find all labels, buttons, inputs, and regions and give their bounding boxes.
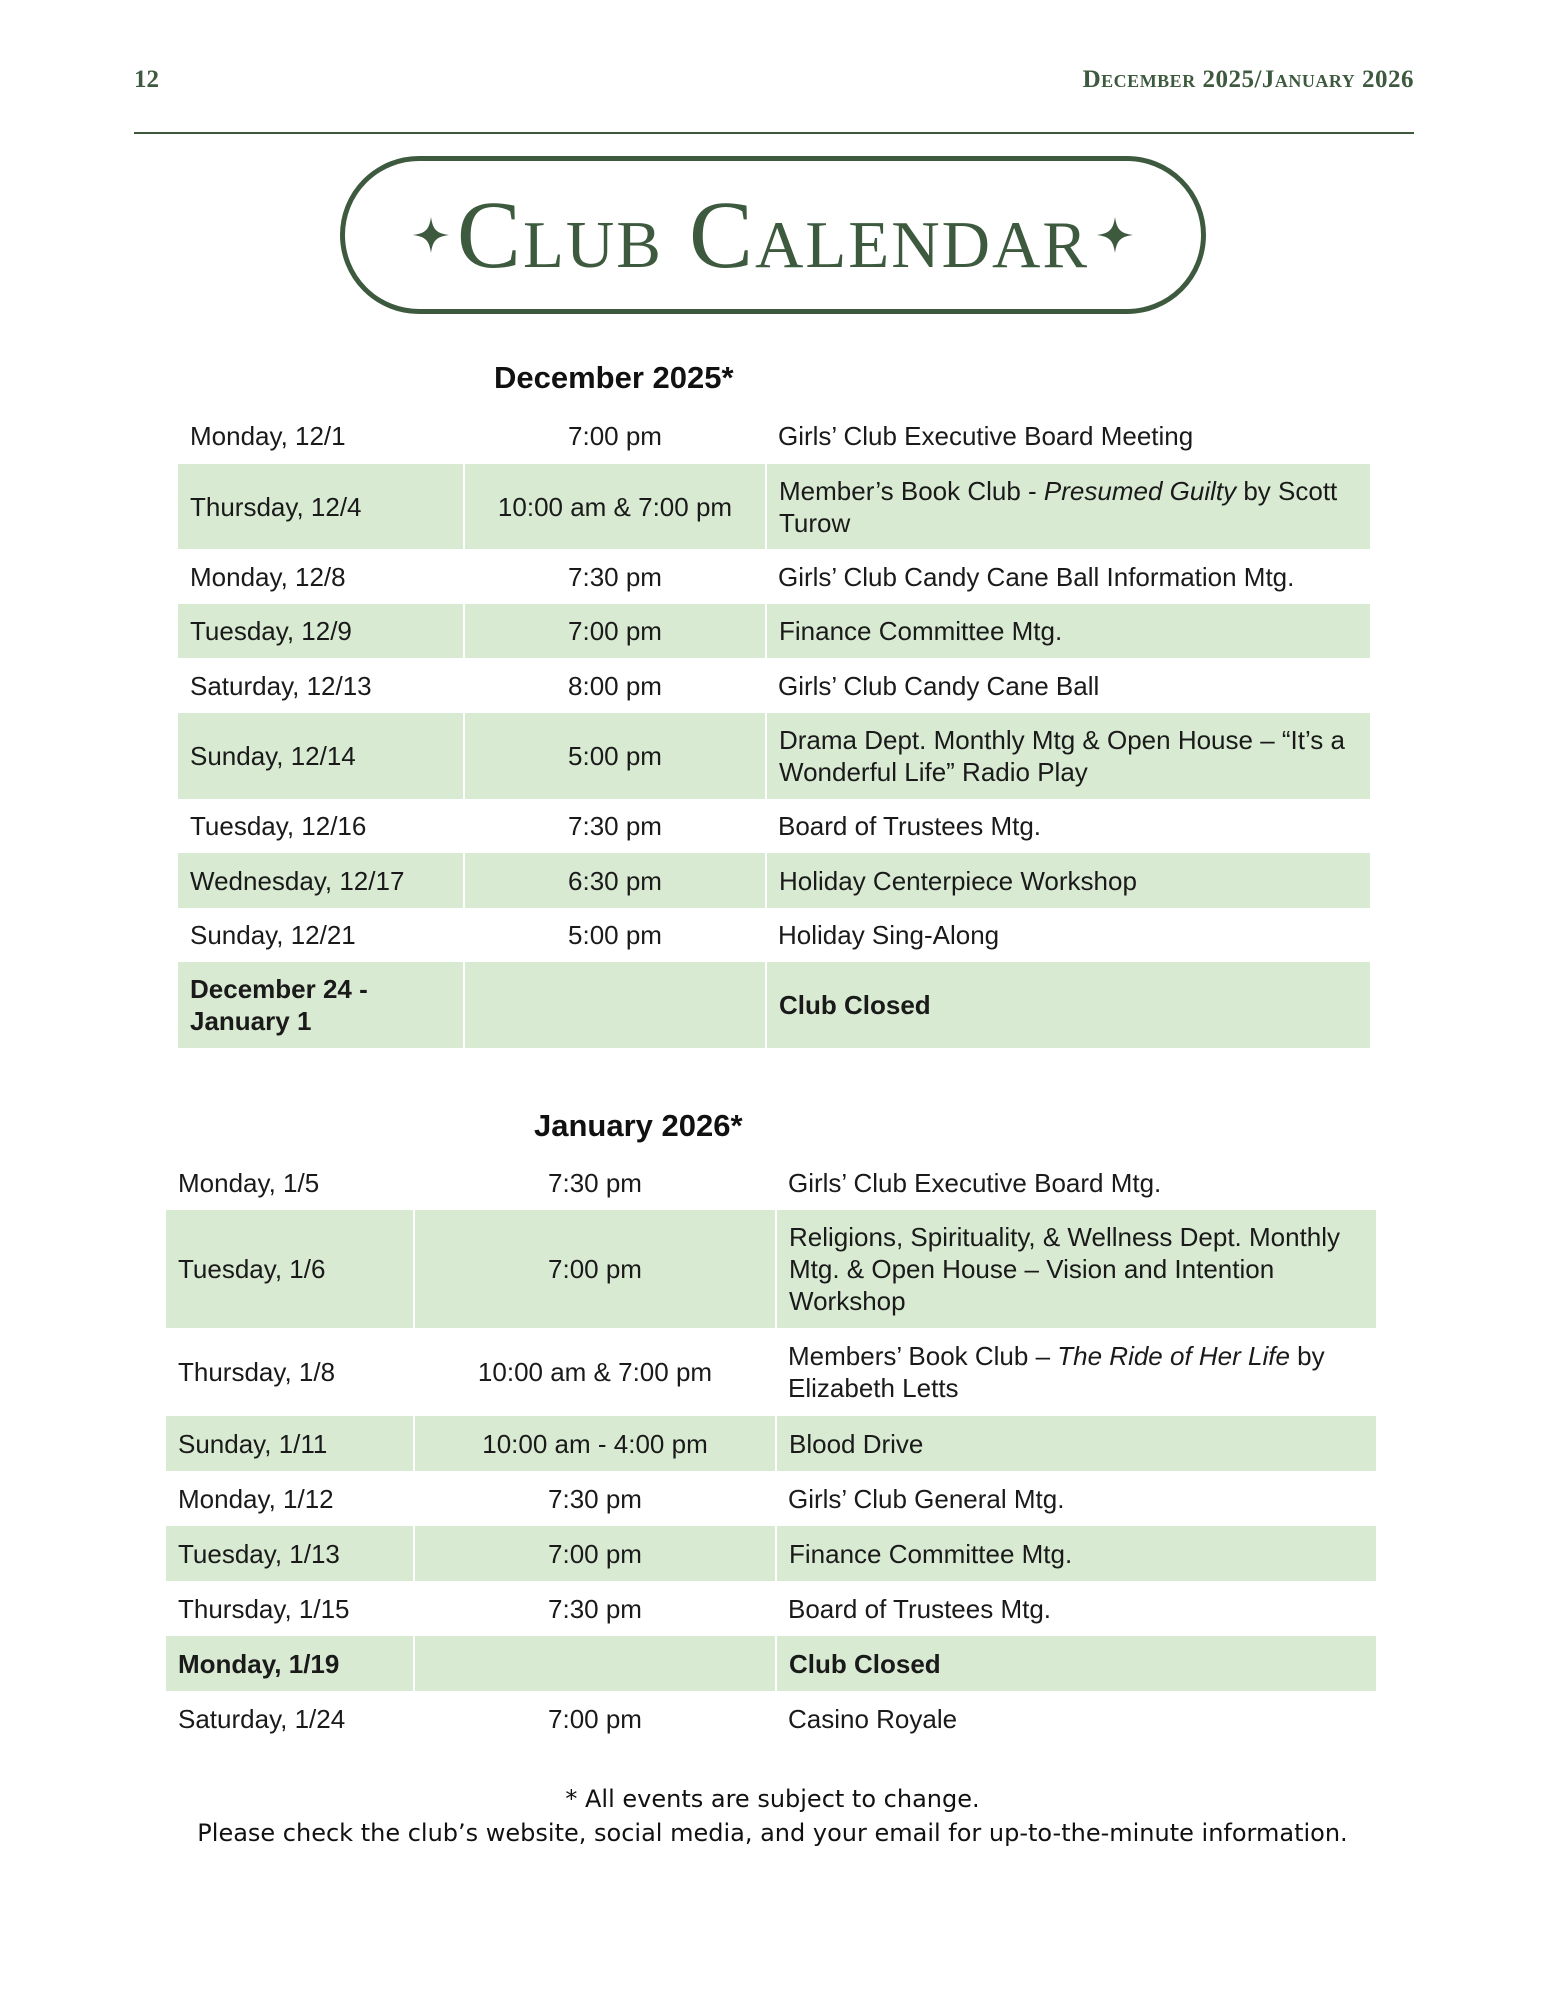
issue-date: December 2025/January 2026 [1082, 66, 1414, 93]
table-row [166, 1210, 1376, 1328]
table-row [166, 1156, 1376, 1210]
event-time [464, 962, 766, 1048]
event-day: Sunday, 12/21 [190, 920, 356, 950]
table-row [166, 1416, 1376, 1471]
event-day: Monday, 12/1 [190, 421, 346, 451]
book-title: Presumed Guilty [1043, 475, 1237, 506]
event-name [766, 464, 1370, 549]
event-name: Girls’ Club Executive Board Mtg. [788, 1168, 1162, 1198]
page-header [134, 66, 1414, 100]
table-row [178, 799, 1370, 853]
table-row [178, 962, 1370, 1048]
event-name: Blood Drive [776, 1416, 1376, 1471]
event-day: Tuesday, 1/13 [166, 1526, 414, 1581]
event-name-prefix: Members’ Book Club – [788, 1341, 1058, 1371]
event-name: Girls’ Club Candy Cane Ball [778, 670, 1100, 701]
event-name: Holiday Sing-Along [778, 920, 1000, 950]
title-banner [340, 156, 1206, 314]
four-point-star-icon [1097, 217, 1133, 253]
table-row [178, 713, 1370, 799]
table-row [178, 658, 1370, 713]
event-day: Monday, 1/19 [166, 1636, 414, 1691]
event-day: Thursday, 1/8 [178, 1357, 336, 1387]
event-name-suffix: by Elizabeth Letts [788, 1341, 1325, 1403]
event-time: 7:30 pm [548, 1593, 642, 1624]
event-day: Saturday, 12/13 [190, 670, 372, 701]
event-time: 10:00 am & 7:00 pm [477, 1357, 713, 1387]
table-row [166, 1691, 1376, 1746]
event-time: 6:30 pm [464, 853, 766, 908]
january-calendar-table [166, 1156, 1376, 1746]
header-divider [134, 132, 1414, 134]
event-day: Monday, 12/8 [190, 561, 346, 592]
table-row [166, 1328, 1376, 1416]
event-time: 7:30 pm [568, 811, 662, 841]
event-day: Monday, 1/12 [178, 1483, 334, 1514]
event-name: Finance Committee Mtg. [766, 604, 1370, 658]
december-calendar-table [178, 408, 1370, 1048]
table-row [178, 464, 1370, 549]
event-day: Thursday, 12/4 [178, 464, 464, 549]
event-name: Finance Committee Mtg. [776, 1526, 1376, 1581]
event-name: Club Closed [766, 962, 1370, 1048]
event-day: Thursday, 1/15 [178, 1593, 350, 1624]
event-day: Saturday, 1/24 [178, 1703, 346, 1734]
book-title: The Ride of Her Life [1057, 1341, 1290, 1371]
event-name [776, 1328, 1376, 1416]
event-day: Tuesday, 12/16 [190, 811, 367, 841]
event-day: Sunday, 1/11 [166, 1416, 414, 1471]
table-row [178, 604, 1370, 658]
event-time: 5:00 pm [464, 713, 766, 799]
event-time: 7:00 pm [548, 1703, 642, 1734]
event-time: 10:00 am & 7:00 pm [464, 464, 766, 549]
event-time [414, 1636, 776, 1691]
event-name: Club Closed [776, 1636, 1376, 1691]
event-name: Girls’ Club General Mtg. [788, 1483, 1065, 1514]
table-row [178, 549, 1370, 604]
event-time: 7:30 pm [548, 1483, 642, 1514]
event-day: Wednesday, 12/17 [178, 853, 464, 908]
page-title: Club Calendar [456, 181, 1090, 288]
event-time: 7:00 pm [414, 1210, 776, 1328]
event-time: 5:00 pm [568, 920, 662, 950]
event-name: Girls’ Club Executive Board Meeting [778, 421, 1194, 451]
event-name: Board of Trustees Mtg. [788, 1593, 1052, 1624]
event-name-prefix: Member’s Book Club - [779, 475, 1044, 506]
four-point-star-icon [413, 217, 449, 253]
footnote-disclaimer: * All events are subject to change. [565, 1785, 980, 1813]
event-time: 7:00 pm [568, 421, 662, 451]
event-name: Board of Trustees Mtg. [778, 811, 1042, 841]
table-row [178, 408, 1370, 464]
event-time: 10:00 am - 4:00 pm [414, 1416, 776, 1471]
event-name: Casino Royale [788, 1703, 958, 1734]
event-time: 7:30 pm [568, 561, 662, 592]
table-row [178, 908, 1370, 962]
table-row [166, 1471, 1376, 1526]
event-name-suffix: by Scott Turow [779, 475, 1338, 538]
event-day: Sunday, 12/14 [178, 713, 464, 799]
footnote [0, 1782, 1545, 1850]
event-name: Drama Dept. Monthly Mtg & Open House – “It’s a Wonderful Life” Radio Play [766, 713, 1370, 799]
table-row [166, 1581, 1376, 1636]
event-time: 7:30 pm [548, 1168, 642, 1198]
event-day: Monday, 1/5 [178, 1168, 320, 1198]
event-day: December 24 - January 1 [178, 962, 464, 1048]
event-day: Tuesday, 1/6 [166, 1210, 414, 1328]
event-time: 7:00 pm [464, 604, 766, 658]
event-name: Girls’ Club Candy Cane Ball Information Mtg. [778, 561, 1295, 592]
event-time: 7:00 pm [414, 1526, 776, 1581]
december-heading: December 2025* [494, 360, 734, 395]
table-row [166, 1636, 1376, 1691]
event-day: Tuesday, 12/9 [178, 604, 464, 658]
january-heading: January 2026* [534, 1108, 743, 1143]
table-row [178, 853, 1370, 908]
page-number: 12 [134, 66, 159, 93]
footnote-info: Please check the club’s website, social media, and your email for up-to-the-minute information. [197, 1819, 1348, 1847]
table-row [166, 1526, 1376, 1581]
event-name: Religions, Spirituality, & Wellness Dept. Monthly Mtg. & Open House – Vision and Intention Workshop [776, 1210, 1376, 1328]
event-name: Holiday Centerpiece Workshop [766, 853, 1370, 908]
event-time: 8:00 pm [568, 670, 662, 701]
